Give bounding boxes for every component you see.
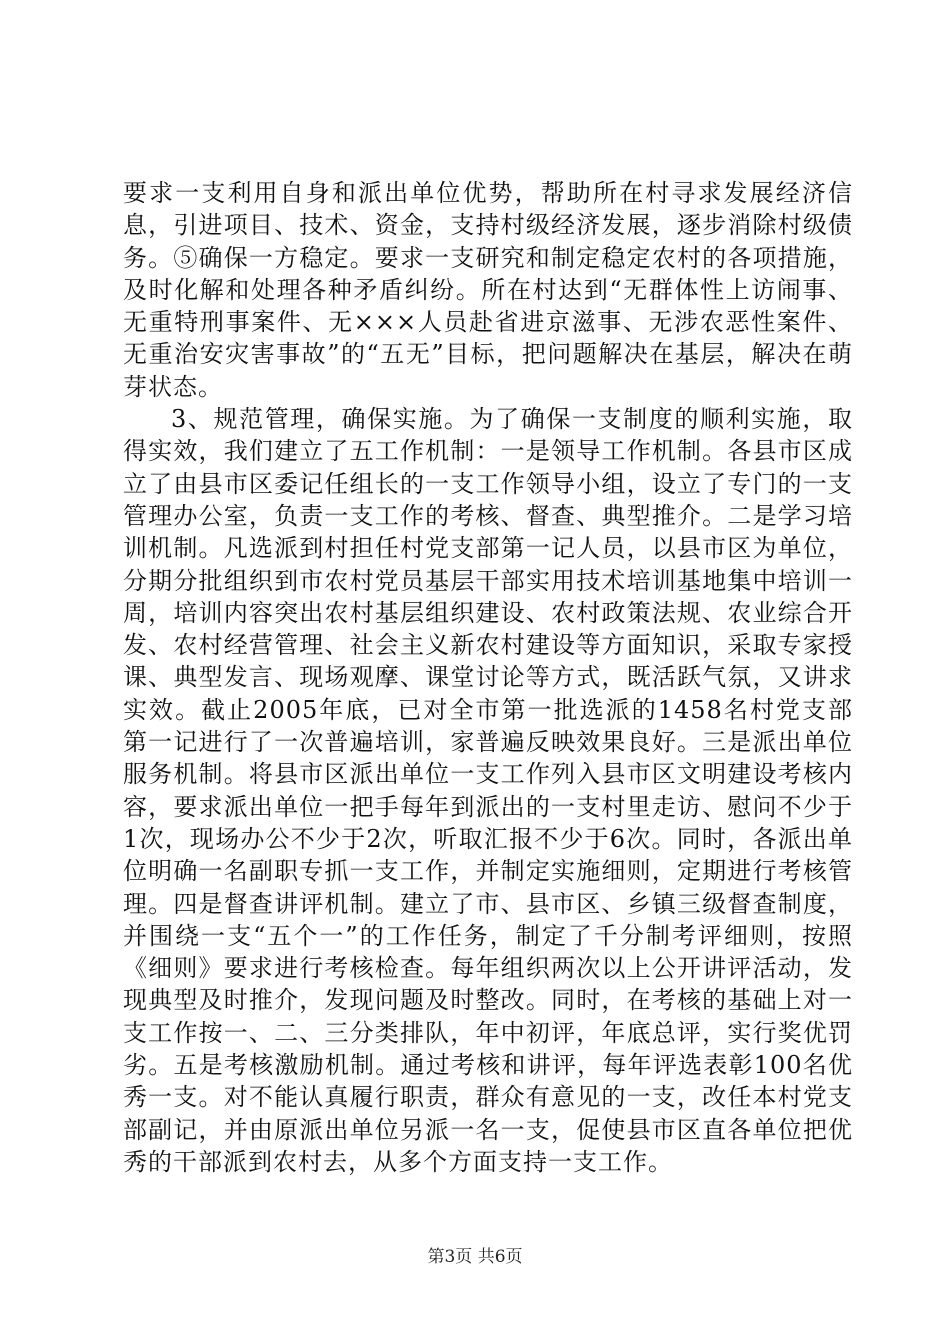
paragraph-stability-measures: 要求一支利用自身和派出单位优势，帮助所在村寻求发展经济信息，引进项目、技术、资金，支持村级经济发展，逐步消除村级债务。⑤确保一方稳定。要求一支研究和制定稳定农村的各项措施，及时化解和处理各种矛盾纠纷。所在村达到“无群体性上访闹事、无重特刑事案件、无×××人员赴省进京滋事、无涉农恶性案件、无重治安灾害事故”的“五无”目标，把问题解决在基层，解决在萌芽状态。 [123, 179, 853, 401]
document-body [123, 177, 853, 1178]
page-number-footer: 第3页 共6页 [427, 1247, 523, 1267]
paragraph-standardized-management: 3、规范管理，确保实施。为了确保一支制度的顺利实施，取得实效，我们建立了五工作机制：一是领导工作机制。各县市区成立了由县市区委记任组长的一支工作领导小组，设立了专门的一支管理办公室，负责一支工作的考核、督查、典型推介。二是学习培训机制。凡选派到村担任村党支部第一记人员，以县市区为单位，分期分批组织到市农村党员基层干部实用技术培训基地集中培训一周，培训内容突出农村基层组织建设、农村政策法规、农业综合开发、农村经营管理、社会主义新农村建设等方面知识，采取专家授课、典型发言、现场观摩、课堂讨论等方式，既活跃气氛，又讲求实效。截止2005年底，已对全市第一批选派的1458名村党支部第一记进行了一次普遍培训，家普遍反映效果良好。三是派出单位服务机制。将县市区派出单位一支工作列入县市区文明建设考核内容，要求派出单位一把手每年到派出的一支村里走访、慰问不少于1次，现场办公不少于2次，听取汇报不少于6次。同时，各派出单位明确一名副职专抓一支工作，并制定实施细则，定期进行考核管理。四是督查讲评机制。建立了市、县市区、乡镇三级督查制度，并围绕一支“五个一”的工作任务，制定了千分制考评细则，按照《细则》要求进行考核检查。每年组织两次以上公开讲评活动，发现典型及时推介，发现问题及时整改。同时，在考核的基础上对一支工作按一、二、三分类排队，年中初评，年底总评，实行奖优罚劣。五是考核激励机制。通过考核和讲评，每年评选表彰100名优秀一支。对不能认真履行职责，群众有意见的一支，改任本村党支部副记，并由原派出单位另派一名一支，促使县市区直各单位把优秀的干部派到农村去，从多个方面支持一支工作。 [123, 405, 853, 1176]
